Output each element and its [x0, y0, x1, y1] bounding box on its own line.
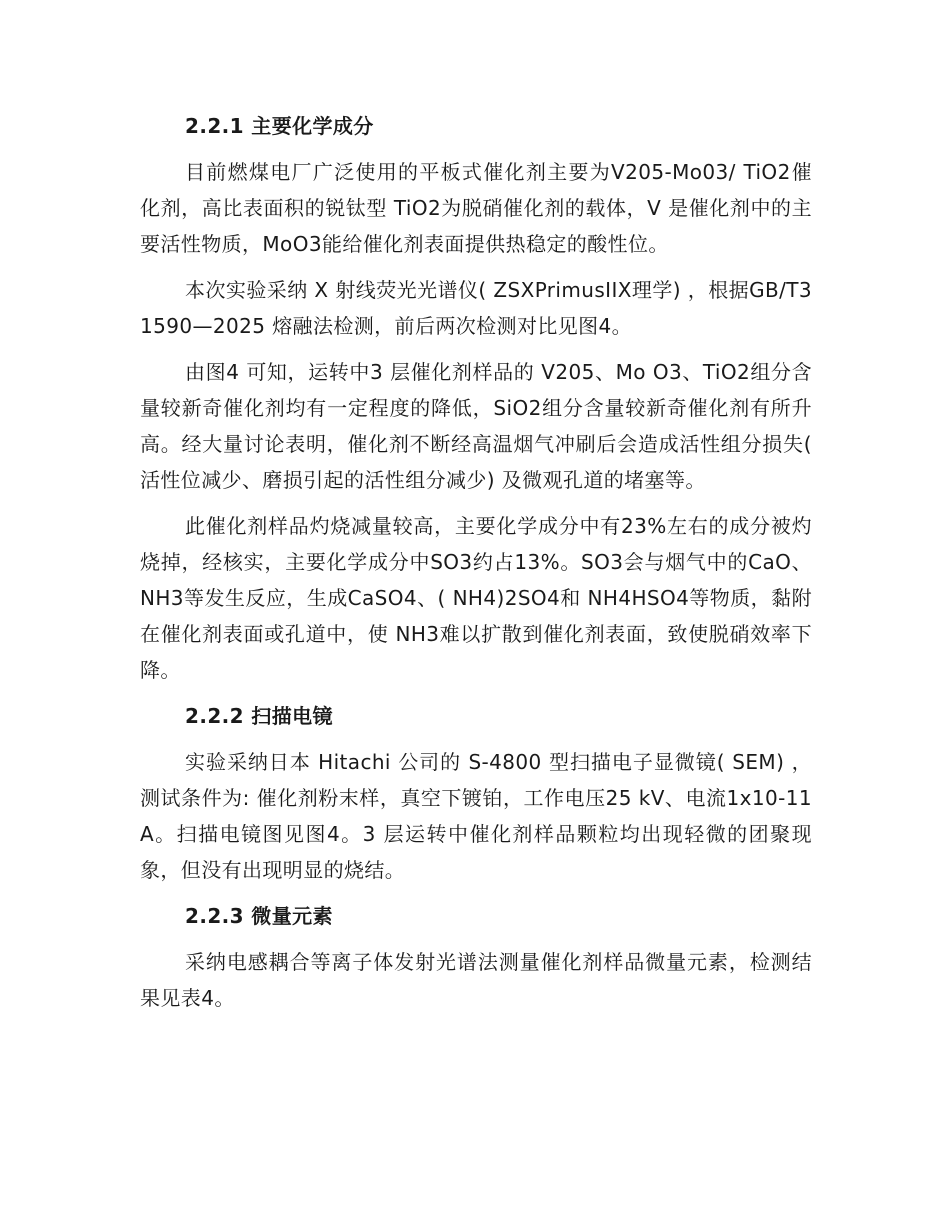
paragraph: 实验采纳日本 Hitachi 公司的 S-4800 型扫描电子显微镜( SEM) ，测试条件为: 催化剂粉末样，真空下镀铂，工作电压25 kV、电流1x10-11A。扫描电镜图见图4。3 层运转中催化剂样品颗粒均出现轻微的团聚现象，但没有出现明显的烧结。 — [140, 750, 812, 882]
section-heading: 2.2.1 主要化学成分 — [185, 114, 374, 138]
paragraph: 本次实验采纳 X 射线荧光光谱仪( ZSXPrimusIIX理学) ，根据GB/T31590—2025 熔融法检测，前后两次检测对比见图4。 — [140, 278, 812, 338]
section-heading: 2.2.2 扫描电镜 — [185, 704, 333, 728]
section-heading: 2.2.3 微量元素 — [185, 904, 333, 928]
paragraph: 由图4 可知，运转中3 层催化剂样品的 V205、Mo O3、TiO2组分含量较新奇催化剂均有一定程度的降低，SiO2组分含量较新奇催化剂有所升高。经大量讨论表明，催化剂不断经高温烟气冲刷后会造成活性组分损失( 活性位减少、磨损引起的活性组分减少) 及微观孔道的堵塞等。 — [140, 360, 812, 492]
paragraph: 此催化剂样品灼烧减量较高，主要化学成分中有23%左右的成分被灼烧掉，经核实，主要化学成分中SO3约占13%。SO3会与烟气中的CaO、NH3等发生反应，生成CaSO4、( NH4)2SO4和 NH4HSO4等物质，黏附在催化剂表面或孔道中，使 NH3难以扩散到催化剂表面，致使脱硝效率下降。 — [140, 514, 812, 682]
section-2-2-2 — [140, 698, 812, 888]
document-page — [140, 108, 812, 1026]
section-2-2-3 — [140, 898, 812, 1016]
section-2-2-1 — [140, 108, 812, 688]
paragraph: 目前燃煤电厂广泛使用的平板式催化剂主要为V205-Mo03/ TiO2催化剂，高比表面积的锐钛型 TiO2为脱硝催化剂的载体，V 是催化剂中的主要活性物质，MoO3能给催化剂表面提供热稳定的酸性位。 — [140, 160, 812, 256]
paragraph: 采纳电感耦合等离子体发射光谱法测量催化剂样品微量元素，检测结果见表4。 — [140, 950, 812, 1010]
